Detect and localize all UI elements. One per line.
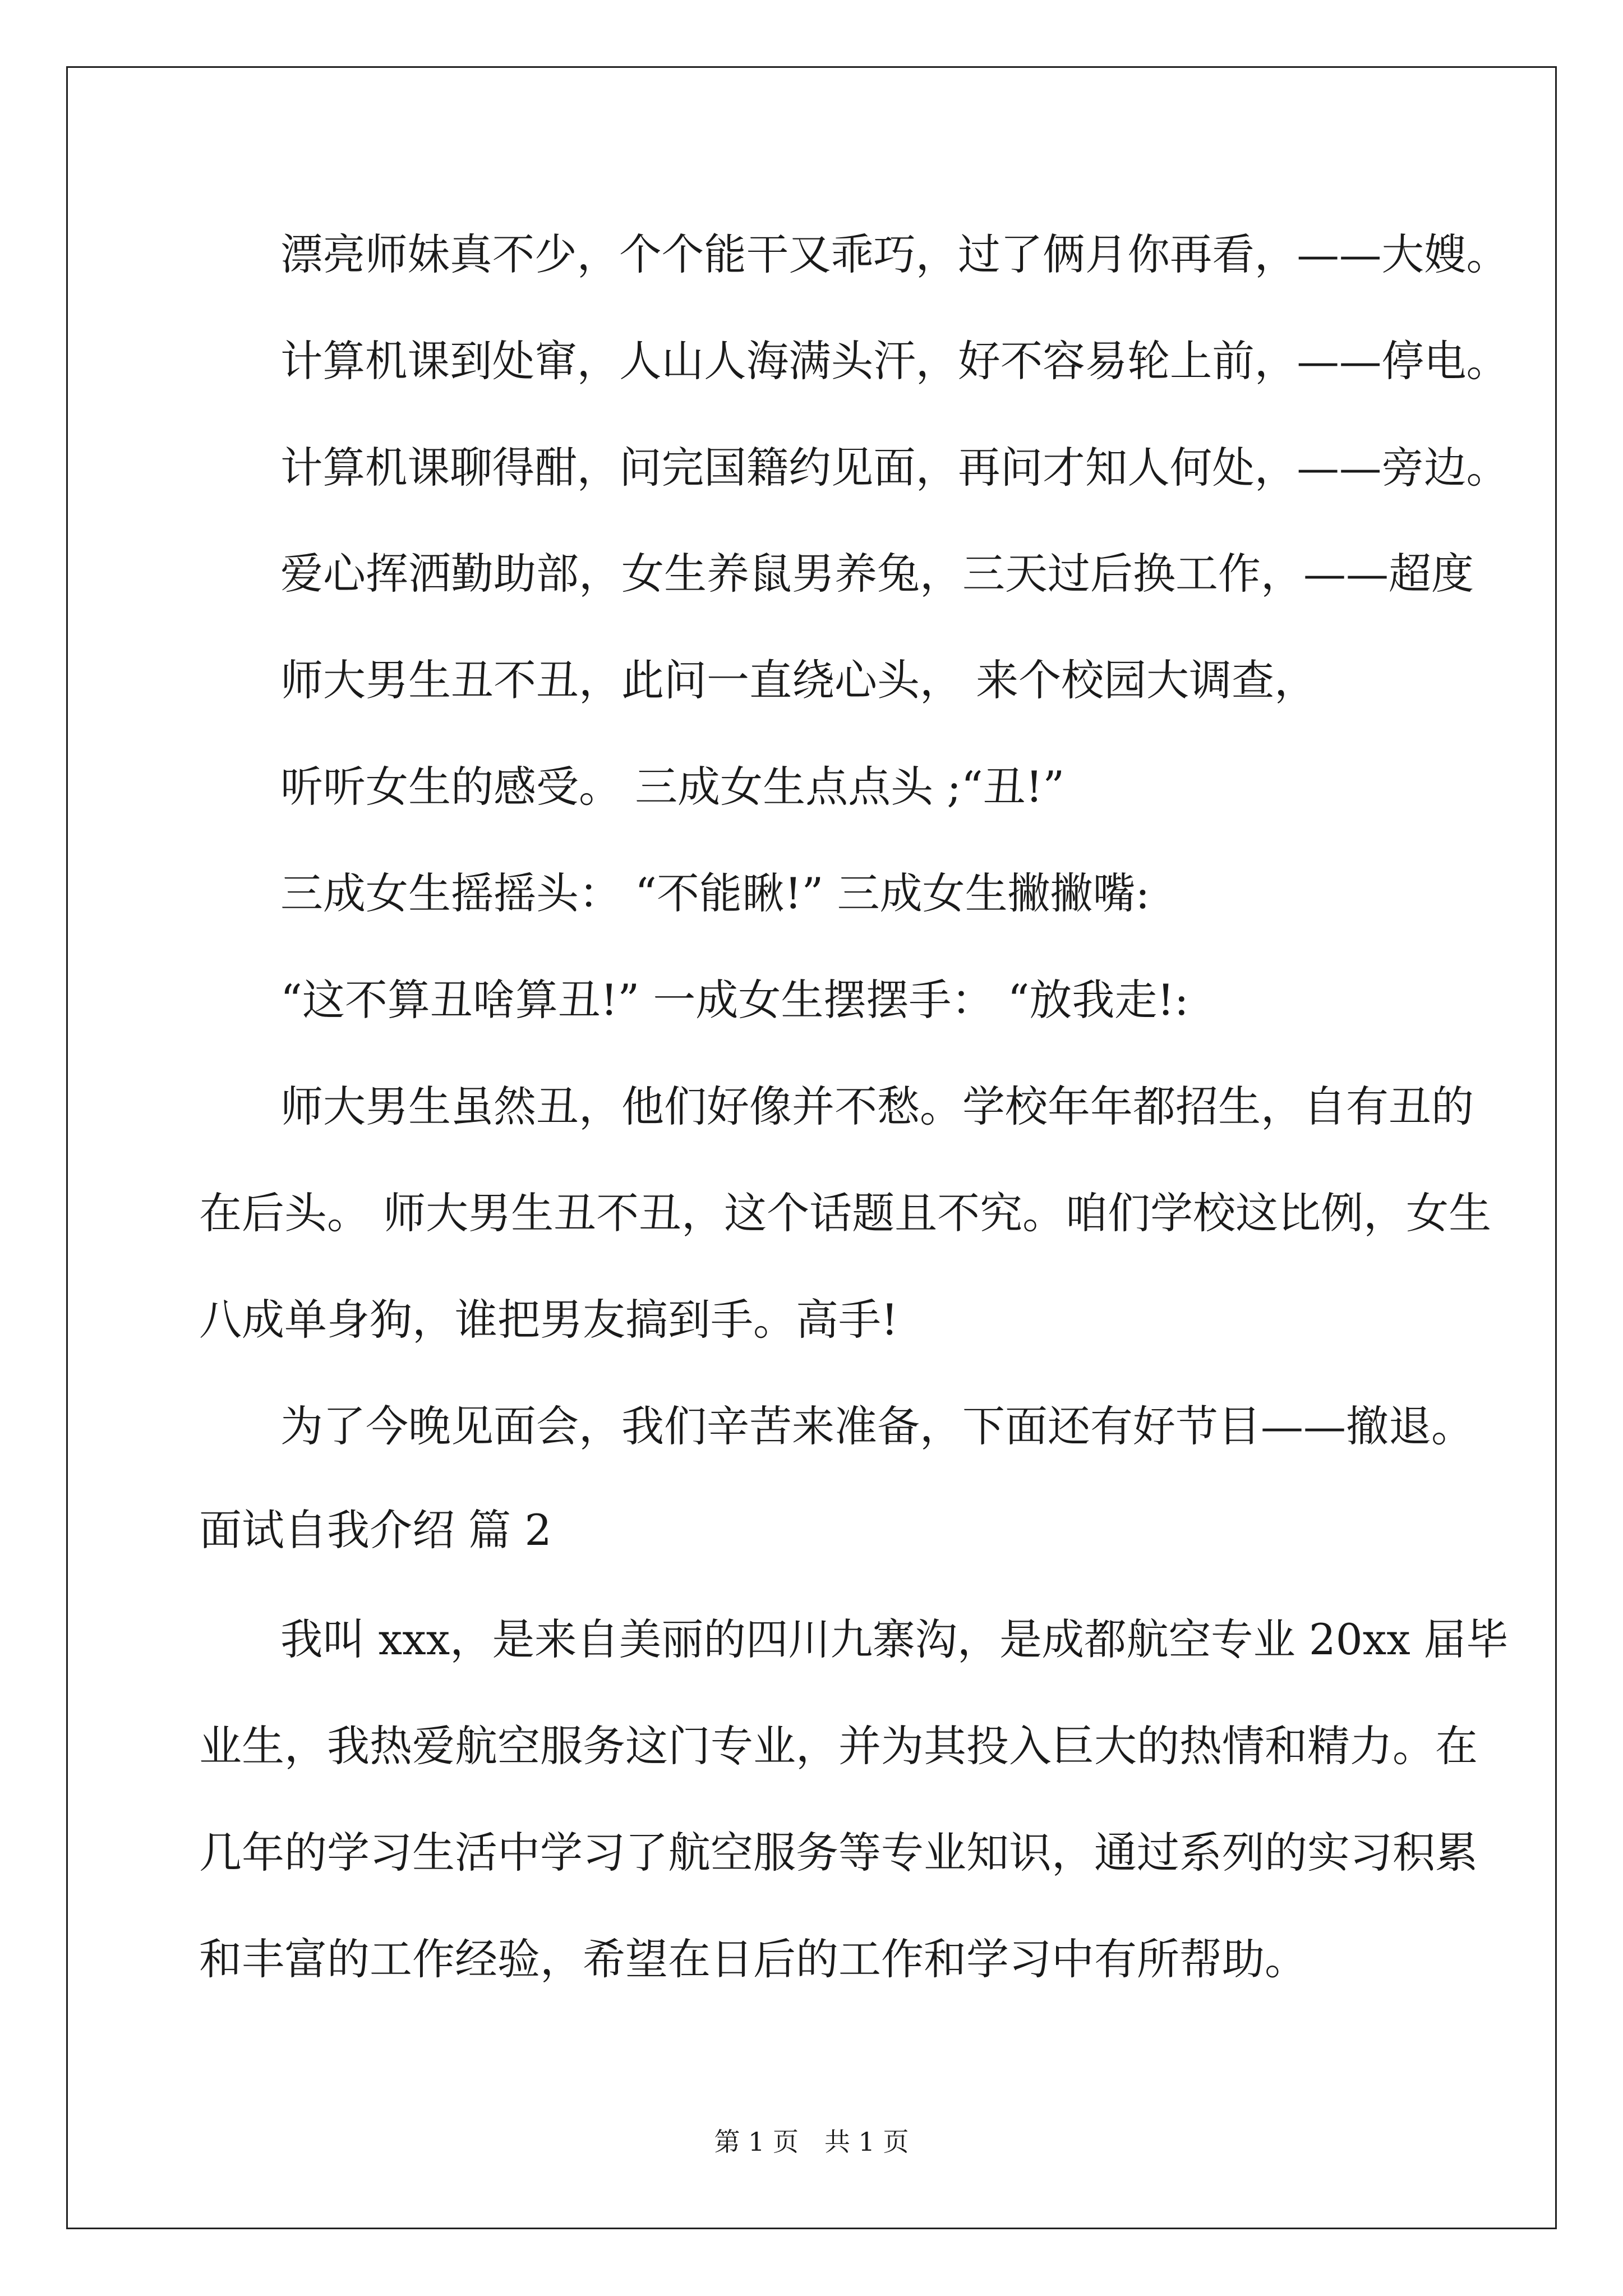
paragraph-line: 听听女生的感受。 三成女生点点头 ;“丑!” <box>280 762 1065 812</box>
paragraph-line: 和丰富的工作经验，希望在日后的工作和学习中有所帮助。 <box>199 1934 1307 1984</box>
paragraph-line: 漂亮师妹真不少，个个能干又乖巧，过了俩月你再看，——大嫂。 <box>280 229 1509 279</box>
paragraph-line: 计算机课到处窜，人山人海满头汗，好不容易轮上前，——停电。 <box>280 336 1509 386</box>
paragraph-line: 业生，我热爱航空服务这门专业，并为其投入巨大的热情和精力。在 <box>199 1721 1478 1771</box>
section-heading: 面试自我介绍 篇 2 <box>199 1505 552 1555</box>
page-footer: 第 1 页 共 1 页 <box>714 2127 909 2157</box>
paragraph-line: 为了今晚见面会，我们辛苦来准备，下面还有好节目——撤退。 <box>280 1401 1474 1451</box>
paragraph-line: 计算机课聊得酣，问完国籍约见面，再问才知人何处，——旁边。 <box>280 443 1509 493</box>
paragraph-line: 八成单身狗，谁把男友搞到手。高手! <box>199 1295 898 1345</box>
paragraph-line: 师大男生虽然丑，他们好像并不愁。学校年年都招生，自有丑的 <box>280 1082 1474 1131</box>
paragraph-line: 师大男生丑不丑，此问一直绕心头， 来个校园大调查， <box>280 655 1317 705</box>
paragraph-line: 我叫 xxx，是来自美丽的四川九寨沟，是成都航空专业 20xx 届毕 <box>280 1614 1509 1664</box>
paragraph-line: 在后头。 师大男生丑不丑，这个话题且不究。咱们学校这比例，女生 <box>199 1188 1492 1238</box>
paragraph-line: 三成女生摇摇头： “不能瞅!” 三成女生撇撇嘴: <box>280 868 1150 918</box>
paragraph-line: 爱心挥洒勤助部，女生养鼠男养兔，三天过后换工作，——超度 <box>280 549 1474 599</box>
paragraph-line: “这不算丑啥算丑!” 一成女生摆摆手： “放我走!: <box>280 975 1189 1025</box>
page-border <box>66 66 1557 2229</box>
paragraph-line: 几年的学习生活中学习了航空服务等专业知识，通过系列的实习积累 <box>199 1828 1478 1878</box>
